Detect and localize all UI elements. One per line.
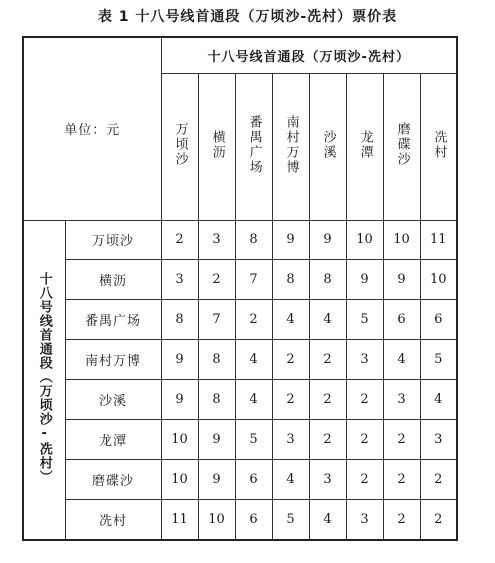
fare-cell: 9 xyxy=(161,339,198,379)
line-header: 十八号线首通段（万顷沙-冼村） xyxy=(161,37,457,73)
column-header-station xyxy=(235,73,272,220)
fare-cell: 6 xyxy=(420,299,457,339)
row-header-station: 万顷沙 xyxy=(65,220,161,259)
line-side-label xyxy=(23,220,65,540)
fare-cell: 5 xyxy=(346,299,383,339)
column-header-label: 番禺广场 xyxy=(246,114,262,175)
fare-cell: 2 xyxy=(235,299,272,339)
fare-cell: 9 xyxy=(272,220,309,259)
fare-cell: 8 xyxy=(235,220,272,259)
fare-cell: 3 xyxy=(272,419,309,459)
fare-cell: 9 xyxy=(309,220,346,259)
fare-cell: 2 xyxy=(309,379,346,419)
fare-cell: 2 xyxy=(272,339,309,379)
row-header-station: 横沥 xyxy=(65,259,161,299)
fare-cell: 10 xyxy=(161,459,198,499)
fare-row xyxy=(23,259,457,299)
row-header-station: 番禺广场 xyxy=(65,299,161,339)
fare-cell: 10 xyxy=(198,499,235,540)
fare-cell: 6 xyxy=(383,299,420,339)
column-header-station xyxy=(309,73,346,220)
fare-cell: 2 xyxy=(346,459,383,499)
fare-cell: 3 xyxy=(309,459,346,499)
fare-cell: 10 xyxy=(420,259,457,299)
column-header-label: 磨碟沙 xyxy=(394,122,410,167)
column-header-label: 万顷沙 xyxy=(172,122,188,167)
fare-cell: 2 xyxy=(346,379,383,419)
column-header-label: 横沥 xyxy=(209,129,225,160)
fare-cell: 2 xyxy=(420,459,457,499)
fare-cell: 4 xyxy=(309,499,346,540)
fare-cell: 2 xyxy=(309,419,346,459)
fare-cell: 4 xyxy=(272,459,309,499)
column-header-station xyxy=(420,73,457,220)
column-header-label: 沙溪 xyxy=(320,129,336,160)
fare-row xyxy=(23,419,457,459)
fare-row xyxy=(23,299,457,339)
fare-cell: 4 xyxy=(235,339,272,379)
fare-cell: 10 xyxy=(383,220,420,259)
fare-cell: 4 xyxy=(272,299,309,339)
fare-cell: 9 xyxy=(383,259,420,299)
column-header-label: 冼村 xyxy=(431,129,447,160)
fare-row xyxy=(23,379,457,419)
fare-row xyxy=(23,459,457,499)
row-header-station: 冼村 xyxy=(65,499,161,540)
column-header-station xyxy=(383,73,420,220)
fare-cell: 11 xyxy=(420,220,457,259)
fare-cell: 2 xyxy=(346,419,383,459)
fare-cell: 9 xyxy=(161,379,198,419)
fare-cell: 6 xyxy=(235,499,272,540)
row-header-station: 南村万博 xyxy=(65,339,161,379)
fare-cell: 9 xyxy=(198,459,235,499)
column-header-station xyxy=(346,73,383,220)
fare-cell: 7 xyxy=(198,299,235,339)
line-side-label-text: 十八号线首通段（万顷沙-冼村） xyxy=(36,271,52,484)
row-header-station: 沙溪 xyxy=(65,379,161,419)
fare-row xyxy=(23,499,457,540)
fare-cell: 8 xyxy=(198,379,235,419)
column-header-station xyxy=(272,73,309,220)
fare-cell: 9 xyxy=(198,419,235,459)
fare-cell: 4 xyxy=(235,379,272,419)
table-title: 表 1 十八号线首通段（万顷沙-冼村）票价表 xyxy=(97,9,398,25)
fare-cell: 7 xyxy=(235,259,272,299)
fare-row xyxy=(23,220,457,259)
fare-cell: 5 xyxy=(272,499,309,540)
fare-cell: 5 xyxy=(420,339,457,379)
fare-cell: 9 xyxy=(346,259,383,299)
fare-cell: 3 xyxy=(346,499,383,540)
fare-cell: 3 xyxy=(383,379,420,419)
fare-cell: 2 xyxy=(383,459,420,499)
fare-cell: 10 xyxy=(161,419,198,459)
fare-cell: 3 xyxy=(161,259,198,299)
fare-cell: 6 xyxy=(235,459,272,499)
fare-cell: 11 xyxy=(161,499,198,540)
fare-cell: 4 xyxy=(309,299,346,339)
fare-cell: 8 xyxy=(198,339,235,379)
column-header-station xyxy=(198,73,235,220)
unit-label: 单位：元 xyxy=(23,37,161,220)
fare-table xyxy=(22,36,458,541)
fare-cell: 4 xyxy=(420,379,457,419)
fare-cell: 2 xyxy=(161,220,198,259)
fare-cell: 10 xyxy=(346,220,383,259)
fare-cell: 2 xyxy=(420,499,457,540)
fare-cell: 2 xyxy=(383,499,420,540)
header-row-line xyxy=(23,37,457,73)
column-header-label: 龙潭 xyxy=(357,129,373,160)
row-header-station: 磨碟沙 xyxy=(65,459,161,499)
fare-cell: 8 xyxy=(161,299,198,339)
fare-row xyxy=(23,339,457,379)
fare-cell: 4 xyxy=(383,339,420,379)
row-header-station: 龙潭 xyxy=(65,419,161,459)
column-header-label: 南村万博 xyxy=(283,114,299,175)
fare-cell: 8 xyxy=(272,259,309,299)
column-header-station xyxy=(161,73,198,220)
fare-cell: 3 xyxy=(346,339,383,379)
fare-cell: 2 xyxy=(198,259,235,299)
fare-cell: 3 xyxy=(420,419,457,459)
fare-cell: 2 xyxy=(309,339,346,379)
fare-cell: 2 xyxy=(272,379,309,419)
fare-cell: 3 xyxy=(198,220,235,259)
fare-cell: 2 xyxy=(383,419,420,459)
fare-cell: 8 xyxy=(309,259,346,299)
fare-cell: 5 xyxy=(235,419,272,459)
